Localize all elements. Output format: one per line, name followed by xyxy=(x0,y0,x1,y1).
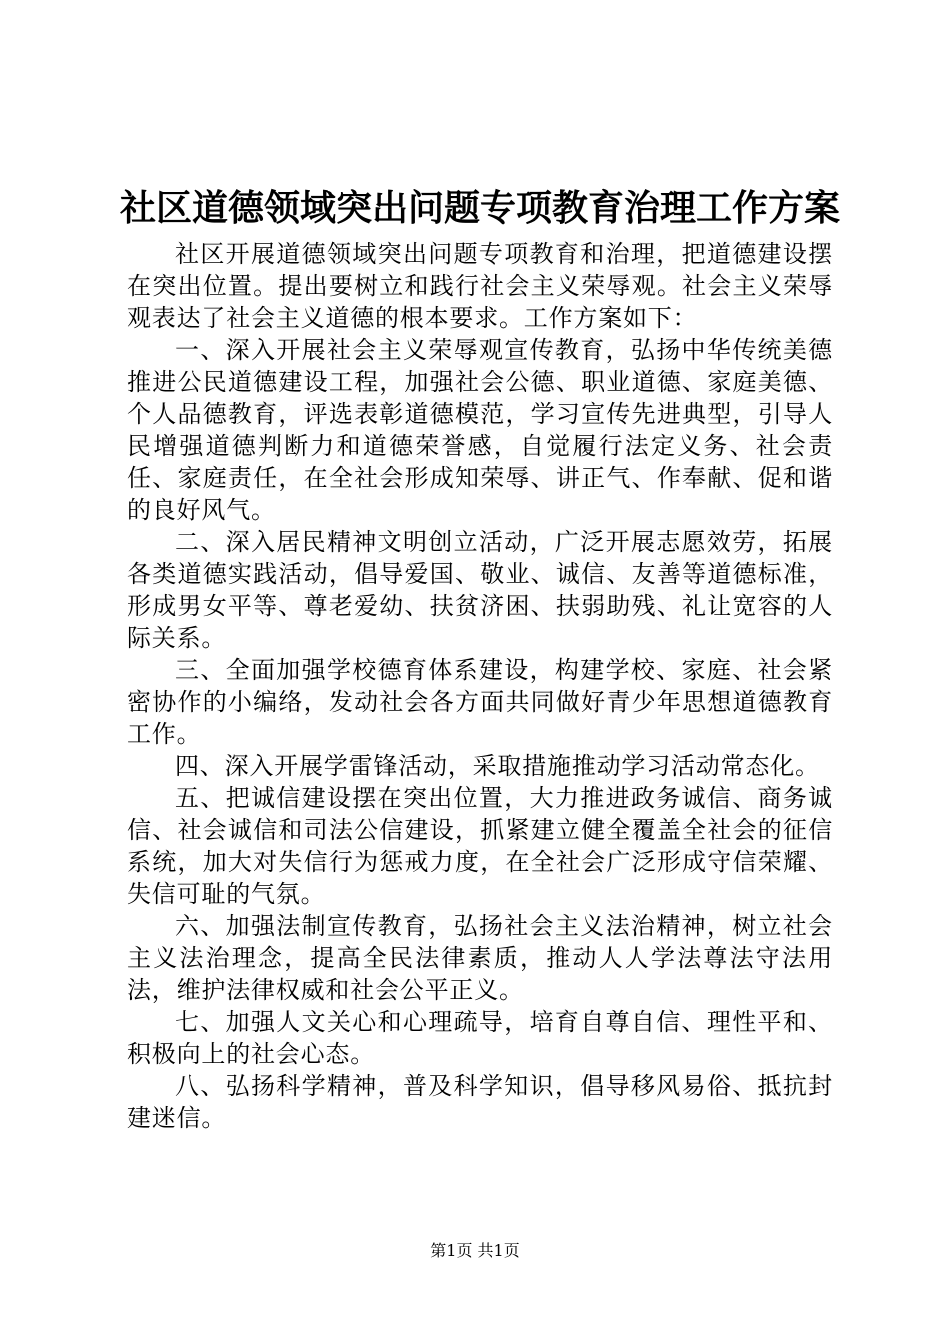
document-title: 社区道德领域突出问题专项教育治理工作方案 xyxy=(119,187,840,229)
document-body xyxy=(127,238,833,1134)
paragraph-item-4: 四、深入开展学雷锋活动，采取措施推动学习活动常态化。 xyxy=(175,752,820,780)
paragraph-item-8: 八、弘扬科学精神，普及科学知识，倡导移风易俗、抵抗封建迷信。 xyxy=(127,1072,833,1132)
paragraph-item-7: 七、加强人文关心和心理疏导，培育自尊自信、理性平和、积极向上的社会心态。 xyxy=(127,1008,833,1068)
paragraph-item-5: 五、把诚信建设摆在突出位置，大力推进政务诚信、商务诚信、社会诚信和司法公信建设，抓紧建立健全覆盖全社会的征信系统，加大对失信行为惩戒力度，在全社会广泛形成守信荣耀、失信可耻的气氛。 xyxy=(127,784,833,908)
paragraph-item-6: 六、加强法制宣传教育，弘扬社会主义法治精神，树立社会主义法治理念，提高全民法律素质，推动人人学法尊法守法用法，维护法律权威和社会公平正义。 xyxy=(127,912,833,1004)
paragraph-item-3: 三、全面加强学校德育体系建设，构建学校、家庭、社会紧密协作的小编络，发动社会各方面共同做好青少年思想道德教育工作。 xyxy=(127,656,833,748)
page-footer: 第1页 共1页 xyxy=(430,1241,520,1260)
paragraph-item-2: 二、深入居民精神文明创立活动，广泛开展志愿效劳，拓展各类道德实践活动，倡导爱国、敬业、诚信、友善等道德标准，形成男女平等、尊老爱幼、扶贫济困、扶弱助残、礼让宽容的人际关系。 xyxy=(127,528,833,652)
paragraph-item-1: 一、深入开展社会主义荣辱观宣传教育，弘扬中华传统美德推进公民道德建设工程，加强社会公德、职业道德、家庭美德、个人品德教育，评选表彰道德模范，学习宣传先进典型，引导人民增强道德判断力和道德荣誉感，自觉履行法定义务、社会责任、家庭责任，在全社会形成知荣辱、讲正气、作奉献、促和谐的良好风气。 xyxy=(127,336,833,524)
paragraph-intro: 社区开展道德领域突出问题专项教育和治理，把道德建设摆在突出位置。提出要树立和践行社会主义荣辱观。社会主义荣辱观表达了社会主义道德的根本要求。工作方案如下： xyxy=(127,240,833,332)
